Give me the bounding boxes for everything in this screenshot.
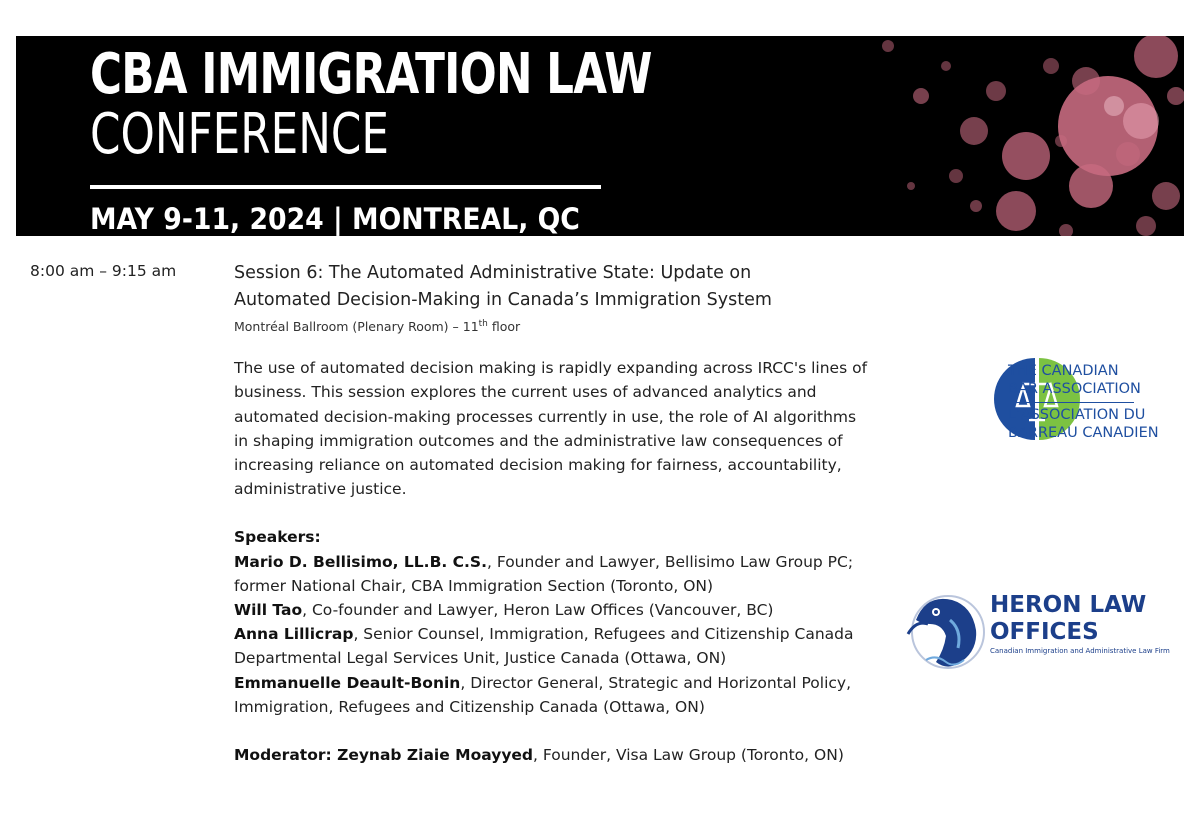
speaker-entry — [234, 598, 874, 622]
session-content — [234, 260, 874, 767]
speaker-entry — [234, 622, 874, 670]
speaker-role: , Founder and Lawyer, Bellisimo Law Group PC; former National Chair, CBA Immigration Section (Toronto, ON) — [234, 552, 854, 595]
heron-tagline: Canadian Immigration and Administrative Law Firm — [990, 647, 1170, 655]
cba-divider — [1008, 402, 1134, 403]
moderator-name: Moderator: Zeynab Ziaie Moayyed — [234, 746, 534, 764]
room-superscript: th — [478, 319, 488, 329]
banner-date-location: MAY 9-11, 2024 | MONTREAL, QC — [90, 202, 580, 236]
session-title-line1: Session 6: The Automated Administrative State: Update on — [234, 263, 752, 283]
session-time: 8:00 am – 9:15 am — [30, 262, 177, 280]
speakers-section — [234, 525, 874, 719]
heron-logo-title — [990, 592, 1146, 646]
banner-divider — [90, 185, 601, 189]
cba-logo-text — [1008, 362, 1159, 442]
speaker-name: Emmanuelle Deault-Bonin — [234, 673, 461, 692]
speaker-name: Anna Lillicrap — [234, 625, 354, 644]
heron-line1: HERON LAW — [990, 592, 1147, 618]
heron-line2: OFFICES — [990, 619, 1099, 645]
banner-title-line1: CBA IMMIGRATION LAW — [90, 42, 652, 107]
cba-line2: BAR ASSOCIATION — [1008, 381, 1141, 397]
session-description: The use of automated decision making is rapidly expanding across IRCC's lines of business. This session explores the current uses of advanced analytics and automated decision-making processes currently in use, the role of AI algorithms in shaping immigration outcomes and the administrative law consequences of increasing reliance on automated decision making for fairness, accountability, administrative justice. — [234, 359, 868, 499]
session-title — [234, 260, 874, 314]
speaker-name: Will Tao — [234, 600, 303, 619]
moderator-role: , Founder, Visa Law Group (Toronto, ON) — [533, 746, 844, 764]
speaker-role: , Senior Counsel, Immigration, Refugees and Citizenship Canada Departmental Legal Services Unit, Justice Canada (Ottawa, ON) — [234, 625, 854, 668]
conference-banner — [16, 36, 1184, 236]
speaker-role: , Co-founder and Lawyer, Heron Law Offices (Vancouver, BC) — [302, 600, 774, 619]
speaker-role: , Director General, Strategic and Horizontal Policy, Immigration, Refugees and Citizenship Canada (Ottawa, ON) — [234, 673, 851, 716]
cba-line4: BARREAU CANADIEN — [1008, 425, 1159, 441]
heron-logo-icon — [906, 590, 986, 670]
cba-line3: L’ASSOCIATION DU — [1008, 407, 1146, 423]
room-suffix: floor — [487, 319, 521, 335]
speaker-entry — [234, 550, 874, 598]
session-room — [234, 319, 874, 334]
speaker-entry — [234, 671, 874, 719]
banner-title-line2: CONFERENCE — [90, 102, 390, 167]
session-title-line2: Automated Decision-Making in Canada’s Immigration System — [234, 290, 772, 310]
cba-line1: THE CANADIAN — [1008, 363, 1119, 379]
moderator-line — [234, 743, 874, 767]
speaker-name: Mario D. Bellisimo, LL.B. C.S. — [234, 552, 487, 571]
speakers-heading: Speakers: — [234, 528, 321, 547]
room-prefix: Montréal Ballroom (Plenary Room) – 11 — [234, 319, 479, 335]
